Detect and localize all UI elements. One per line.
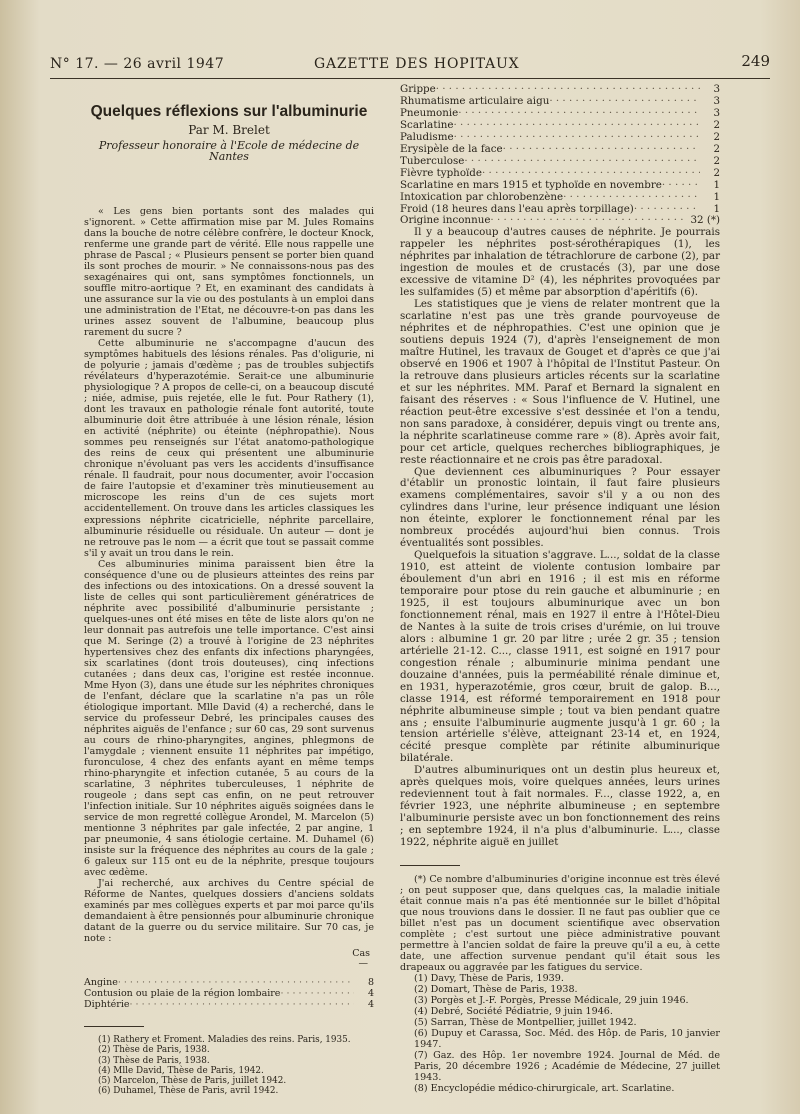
leader-dots (453, 120, 700, 132)
footnote: (3) Porgès et J.-F. Porgès, Presse Médicale, 29 juin 1946. (414, 995, 689, 1007)
case-count: 2 (713, 130, 720, 143)
case-count: 3 (713, 94, 720, 107)
table-row (400, 144, 720, 156)
leader-dots (130, 999, 355, 1010)
footnote: (2) Domart, Thèse de Paris, 1938. (414, 984, 578, 996)
case-count: 2 (713, 142, 720, 155)
paragraph: Il y a beaucoup d'autres causes de néphrite. Je pourrais rappeler les néphrites post-sérothérapiques (1), les néphrites par inhalation de tétrachlorure de carbone (2), par ingestion de moules et de crustacés (3), par une dose excessive de vitamine D² (4), les néphrites provoquées par les sulfamides (5) et même par absorption d'apéritifs (6). (400, 226, 720, 299)
footnote: (4) Debré, Société Pédiatrie, 9 juin 1946. (414, 1006, 613, 1018)
table-row (400, 156, 720, 168)
left-column (84, 100, 374, 1096)
case-count: 4 (367, 999, 374, 1011)
leader-dots (563, 192, 700, 204)
table-row (400, 168, 720, 180)
table-row (84, 988, 374, 999)
case-count: 3 (713, 106, 720, 119)
table-column-rule: — (358, 958, 368, 970)
leader-dots (503, 144, 700, 156)
table-row (84, 977, 374, 988)
footnote: (5) Sarran, Thèse de Montpellier, juillet 1942. (414, 1017, 637, 1029)
footnote: (7) Gaz. des Hôp. 1er novembre 1924. Journal de Méd. de Paris, 20 décembre 1926 ; Académie de Médecine, 27 juillet 1943. (414, 1050, 720, 1084)
journal-name: GAZETTE DES HOPITAUX (314, 56, 520, 72)
paragraph: Que deviennent ces albuminuriques ? Pour essayer d'établir un pronostic lointain, il faut faire plusieurs examens complémentaires, savoir s'il y a ou non des cylindres dans l'urine, leur présence indiquant une lésion non éteinte, explorer le fonctionnement rénal par les nombreux procédés aujourd'hui bien connus. Trois éventualités sont possibles. (400, 465, 720, 550)
leader-dots (454, 132, 700, 144)
cause-label: Diphtérie (84, 999, 130, 1011)
footnote: (8) Encyclopédie médico-chirurgicale, art. Scarlatine. (414, 1083, 675, 1095)
cause-label: Erysipèle de la face (400, 142, 503, 155)
case-count: 32 (*) (690, 214, 720, 227)
cause-label: Tuberculose (400, 154, 465, 167)
paragraph: Ces albuminuries minima paraissent bien être la conséquence d'une ou de plusieurs atteintes des reins par des infections ou des intoxications. On a dressé souvent la liste de celles qui sont particulièrement génératrices de néphrite avec possibilité d'albuminurie persistante ; quelques-unes ont été mises en tête de liste alors qu'on ne leur donnait pas autrefois une telle importance. C'est ainsi que M. Seringe (2) a trouvé à l'origine de 23 néphrites hypertensives chez des enfants dix infections pharyngées, six scarlatines (dont trois douteuses), cinq infections cutanées ; dans deux cas, l'origine est restée inconnue. Mme Hyon (3), dans une étude sur les néphrites chroniques de l'enfant, déclare que la scarlatine n'a pas un rôle étiologique important. Mlle David (4) a recherché, dans le service du professeur Debré, les principales causes des néphrites aiguës de l'enfance ; sur 60 cas, 29 sont survenus au cours de rhino-pharyngites, angines, phlegmons de l'amygdale ; viennent ensuite 11 néphrites par impétigo, furonculose, 4 chez des enfants ayant en même temps rhino-pharyngite et infection cutanée, 5 au cours de la scarlatine, 3 néphrites tuberculeuses, 1 néphrite de rougeole ; dans sept cas enfin, on ne peut retrouver l'infection initiale. Sur 10 néphrites aiguës soignées dans le service de mon regretté collègue Arondel, M. Marcelon (5) mentionne 3 néphrites par gale infectée, 2 par angine, 1 par pneumonie, 4 sans étiologie certaine. M. Duhamel (6) insiste sur la fréquence des néphrites au cours de la gale ; 6 galeux sur 115 ont eu de la néphrite, presque toujours avec œdème. (84, 558, 374, 878)
case-count: 1 (713, 190, 720, 203)
case-count: 8 (367, 977, 374, 989)
leader-dots (482, 168, 700, 180)
paragraph: Quelquefois la situation s'aggrave. L..., soldat de la classe 1910, est atteint de violente contusion lombaire par éboulement d'un abri en 1916 ; il est mis en réforme temporaire pour ptose du rein gauche et albuminurie ; en 1925, il est toujours albuminurique avec un bon fonctionnement rénal, mais en 1927 il entre à l'Hôtel-Dieu de Nantes à la suite de trois crises d'urémie, on lui trouve alors : albumine 1 gr. 20 par litre ; urée 2 gr. 35 ; tension artérielle 21-12. C..., classe 1911, est soigné en 1917 pour congestion rénale ; albuminurie minima pendant une douzaine d'années, puis la perméabilité rénale diminue et, en 1931, hyperazotémie, gros cœur, bruit de galop. B..., classe 1914, est réformé temporairement en 1918 pour néphrite albumineuse simple ; tout va bien pendant quatre ans ; ensuite l'albuminurie augmente jusqu'à 1 gr. 60 ; la tension artérielle s'élève, atteignant 23-14 et, en 1924, cécité presque complète par rétinite albuminurique bilatérale. (400, 549, 720, 765)
table-row (400, 180, 720, 192)
leader-dots (458, 108, 700, 120)
paragraph: D'autres albuminuriques ont un destin plus heureux et, après quelques mois, voire quelques années, leurs urines redeviennent tout à fait normales. F..., classe 1922, a, en février 1923, une néphrite albumineuse ; en septembre l'albuminurie persiste avec un bon fonctionnement des reins ; en septembre 1924, il n'a plus d'albuminurie. L..., classe 1922, néphrite aiguë en juillet (400, 764, 720, 849)
cause-label: Scarlatine en mars 1915 et typhoïde en novembre (400, 178, 662, 191)
issue-date: N° 17. — 26 avril 1947 (50, 56, 225, 72)
case-count: 2 (713, 118, 720, 131)
paragraph: J'ai recherché, aux archives du Centre spécial de Réforme de Nantes, quelques dossiers d'anciens soldats examinés par mes collègues experts et par moi parce qu'ils demandaient à être pensionnés pour albuminurie chronique datant de la guerre ou du service militaire. Sur 70 cas, je note : (84, 878, 374, 945)
footnote: (5) Marcelon, Thèse de Paris, juillet 1942. (98, 1075, 287, 1086)
footnote: (1) Davy, Thèse de Paris, 1939. (414, 973, 564, 985)
leader-dots (464, 156, 700, 168)
case-count: 4 (367, 988, 374, 1000)
right-column (400, 84, 720, 1094)
cause-table (400, 84, 720, 227)
footnote: (6) Duhamel, Thèse de Paris, avril 1942. (98, 1086, 279, 1097)
leader-dots (118, 977, 354, 988)
cause-label: Scarlatine (400, 118, 454, 131)
paragraph: « Les gens bien portants sont des malades qui s'ignorent. » Cette affirmation mise par M. Jules Romains dans la bouche de notre célèbre confrère, le docteur Knock, renferme une grande part de vérité. Elle nous rappelle une phrase de Pascal ; « Plusieurs pensent se porter bien quand ils sont proches de mourir. » Ne connaissons-nous pas des sexagénaires qui ont, sans symptômes fonctionnels, un souffle mitro-aortique ? Et, en examinant des candidats à une assurance sur la vie ou des postulants à un emploi dans une administration de l'Etat, ne découvre-t-on pas dans les urines assez souvent de l'albumine, beaucoup plus rarement du sucre ? (84, 206, 374, 339)
page-number: 249 (741, 52, 770, 70)
paragraph: Les statistiques que je viens de relater montrent que la scarlatine n'est pas une très grande pourvoyeuse de néphrites et de néphropathies. C'est une opinion que je soutiens depuis 1924 (7), d'après l'enseignement de mon maître Hutinel, les travaux de Gouget et d'après ce que j'ai observé en 1906 et 1907 à l'hôpital de l'Institut Pasteur. On la retrouve dans plusieurs articles récents sur la scarlatine et sur les néphrites. MM. Paraf et Bernard la signalent en faisant des réserves : « Sous l'influence de V. Hutinel, une réaction peut-être excessive s'est dessinée et l'on a tendu, non sans paradoxe, à considérer, depuis vingt ou trente ans, la néphrite scarlatineuse comme rare » (8). Après avoir fait, pour cet article, quelques recherches bibliographiques, je reste réactionnaire et ne crois pas être paradoxal. (400, 298, 720, 466)
case-count: 2 (713, 154, 720, 167)
footnote: (2) Thèse de Paris, 1938. (98, 1045, 210, 1056)
case-count: 1 (713, 202, 720, 215)
cause-label: Grippe (400, 83, 436, 95)
cause-label: Rhumatisme articulaire aigu (400, 94, 550, 107)
asterisk-note: (*) Ce nombre d'albuminuries d'origine inconnue est très élevé ; on peut supposer que, dans quelques cas, la maladie initiale était connue mais n'a pas été mentionnée sur le billet d'hôpital que nous trouvions dans le dossier. Il ne faut pas oublier que ce billet n'est pas un document scientifique avec observation complète ; c'est surtout une pièce administrative pouvant permettre à l'ancien soldat de faire la preuve qu'il a eu, à cette date, une affection survenue pendant qu'il était sous les drapeaux ou aggravée par les fatigues du service. (400, 874, 720, 974)
table-row (400, 132, 720, 144)
cause-label: Froid (18 heures dans l'eau après torpillage) (400, 202, 634, 215)
footnote-separator (400, 865, 460, 866)
case-count: 1 (713, 178, 720, 191)
table-row (400, 192, 720, 204)
cause-label: Paludisme (400, 130, 454, 143)
cause-label: Fièvre typhoïde (400, 166, 482, 179)
leader-dots (662, 180, 700, 192)
footnote: (4) Mlle David, Thèse de Paris, 1942. (98, 1065, 264, 1076)
cause-label: Intoxication par chlorobenzène (400, 190, 564, 203)
case-count: 3 (713, 83, 720, 95)
footnote-separator (84, 1026, 144, 1027)
footnote: (3) Thèse de Paris, 1938. (98, 1055, 210, 1066)
right-footnotes (400, 874, 720, 1094)
cause-label: Pneumonie (400, 106, 459, 119)
table-column-header: Cas (352, 948, 370, 960)
article-author: Par M. Brelet (188, 123, 270, 138)
table-row (84, 999, 374, 1010)
leader-dots (549, 96, 700, 108)
footnote: (6) Dupuy et Carassa, Soc. Méd. des Hôp. de Paris, 10 janvier 1947. (414, 1028, 720, 1051)
article-title: Quelques réflexions sur l'albuminurie (90, 103, 368, 120)
cause-label: Contusion ou plaie de la région lombaire (84, 988, 281, 1000)
footnote: (1) Rathery et Froment. Maladies des reins. Paris, 1935. (98, 1035, 351, 1046)
author-affiliation: Professeur honoraire à l'Ecole de médecine de Nantes (98, 139, 360, 164)
running-header (50, 52, 770, 79)
case-count: 2 (713, 166, 720, 179)
leader-dots (280, 988, 354, 999)
cause-label: Origine inconnue (400, 214, 491, 227)
paragraph: Cette albuminurie ne s'accompagne d'aucun des symptômes habituels des lésions rénales. Pas d'oligurie, ni de polyurie ; jamais d'œdème ; pas de troubles subjectifs révélateurs d'hyperazotémie. Serait-ce une albuminurie physiologique ? A propos de celle-ci, on a beaucoup discuté ; niée, admise, puis rejetée, elle le fut. Pour Rathery (1), dont les travaux en pathologie rénale font autorité, toute albuminurie doit être attribuée à une lésion rénale, lésion en activité (néphrite) ou éteinte (néphropathie). Nous sommes peu renseignés sur l'état anatomo-pathologique des reins de ceux qui présentent une albuminurie chronique n'évoluant pas vers les accidents d'insuffisance rénale. Il faudrait, pour nous documenter, avoir l'occasion de faire l'autopsie et d'examiner très minutieusement au microscope les reins d'un de ces sujets mort accidentellement. On trouve dans les articles classiques les expressions néphrite cicatricielle, néphrite parcellaire, albuminurie résiduelle ou résiduale. Un auteur — dont je ne retrouve pas le nom — a écrit que tout se passait comme s'il y avait un trou dans le rein. (84, 338, 374, 559)
cause-label: Angine (84, 977, 118, 989)
